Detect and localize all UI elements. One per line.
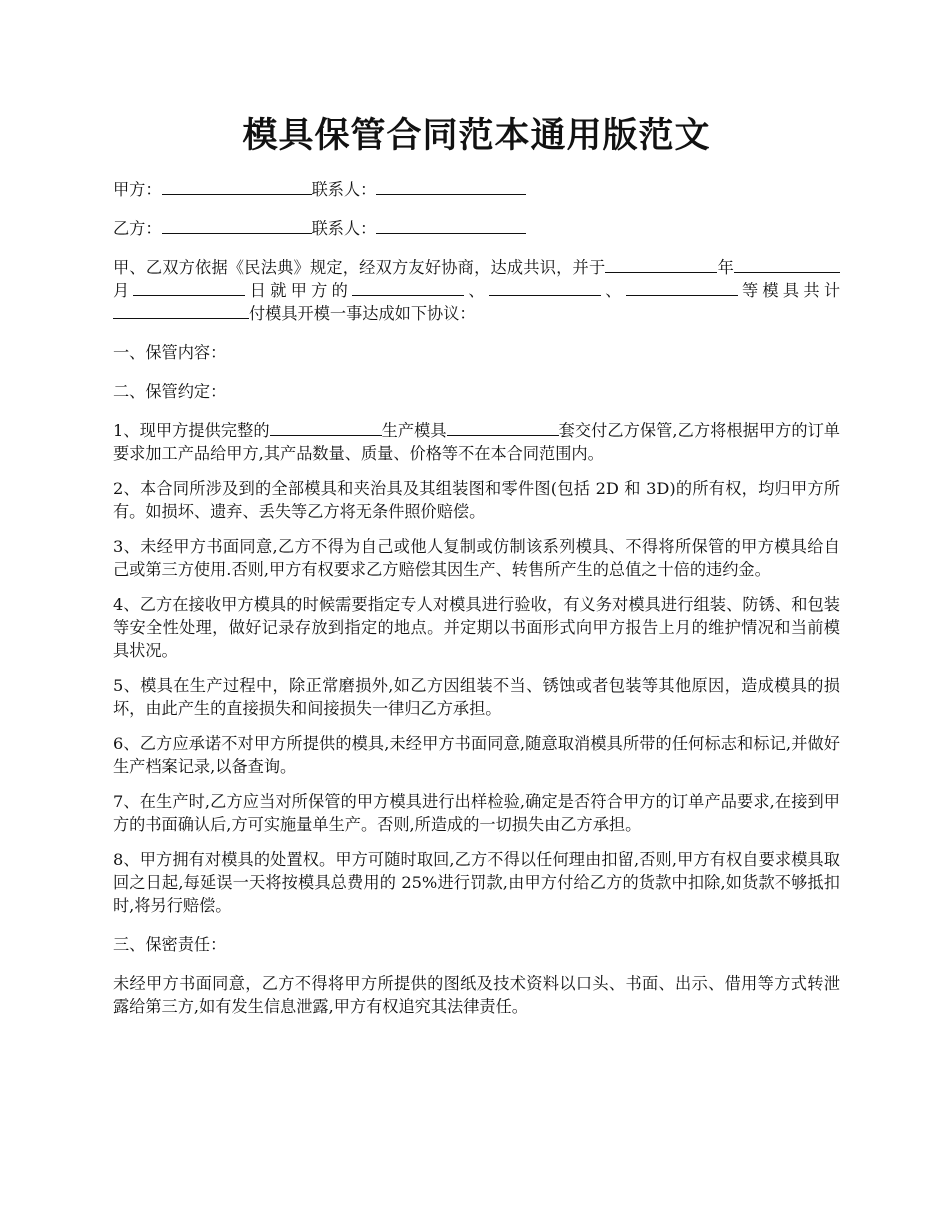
clause-4: 4、乙方在接收甲方模具的时候需要指定专人对模具进行验收，有义务对模具进行组装、防锈、和包装等安全性处理，做好记录存放到指定的地点。并定期以书面形式向甲方报告上月的维护情况和当前模具状况。: [113, 595, 840, 660]
clause-7: 7、在生产时,乙方应当对所保管的甲方模具进行出样检验,确定是否符合甲方的订单产品要求,在接到甲方的书面确认后,方可实施量单生产。否则,所造成的一切损失由乙方承担。: [113, 792, 840, 834]
day-text: 日就甲方的: [245, 281, 353, 300]
document-body: [113, 178, 840, 1030]
clause-1-b: 生产模具: [381, 421, 447, 440]
section-heading-2: 二、保管约定：: [113, 382, 227, 401]
party-a-line: [113, 178, 840, 201]
clause-1-c: 套交付乙方保管,乙方将根据甲方的订单要求加工产品给甲方,其产品数量、质量、价格等不在本合同范围内。: [113, 421, 840, 463]
document-title: 模具保管合同范本通用版范文: [242, 115, 711, 156]
separator-2: 、: [600, 281, 626, 300]
party-b-label: 乙方：: [113, 219, 162, 238]
year-blank: [605, 258, 717, 273]
month-label: 月: [113, 281, 134, 300]
clause-2: 2、本合同所涉及到的全部模具和夹治具及其组装图和零件图(包括 2D 和 3D)的所有权，均归甲方所有。如损坏、遗弃、丢失等乙方将无条件照价赔偿。: [113, 479, 840, 521]
molds-text: 等模具共计: [737, 281, 841, 300]
party-a-blank: [162, 180, 312, 195]
preamble-tail: 付模具开模一事达成如下协议：: [249, 304, 476, 323]
party-b-blank: [162, 219, 312, 234]
separator-1: 、: [464, 281, 489, 300]
section-heading-3: 三、保密责任：: [113, 935, 227, 954]
clause-5: 5、模具在生产过程中，除正常磨损外,如乙方因组装不当、锈蚀或者包装等其他原因，造成模具的损坏，由此产生的直接损失和间接损失一律归乙方承担。: [113, 676, 840, 718]
preamble-paragraph: [113, 256, 840, 325]
party-a-contact-label: 联系人：: [311, 180, 377, 199]
party-b-line: [113, 217, 840, 240]
section-heading-1: 一、保管内容：: [113, 343, 227, 362]
mold-blank-1: [352, 281, 464, 296]
party-a-label: 甲方：: [113, 180, 162, 199]
clause-6: 6、乙方应承诺不对甲方所提供的模具,未经甲方书面同意,随意取消模具所带的任何标志和标记,并做好生产档案记录,以备查询。: [113, 734, 840, 776]
confidentiality-clause: 未经甲方书面同意，乙方不得将甲方所提供的图纸及技术资料以口头、书面、出示、借用等方式转泄露给第三方,如有发生信息泄露,甲方有权追究其法律责任。: [113, 974, 840, 1016]
clause-1-blank-2: [447, 421, 559, 436]
party-b-contact-label: 联系人：: [311, 219, 377, 238]
mold-blank-3: [626, 281, 738, 296]
mold-blank-2: [489, 281, 601, 296]
clause-3: 3、未经甲方书面同意,乙方不得为自己或他人复制或仿制该系列模具、不得将所保管的甲方模具给自己或第三方使用.否则,甲方有权要求乙方赔偿其因生产、转售所产生的总值之十倍的违约金。: [113, 537, 840, 579]
clause-8: 8、甲方拥有对模具的处置权。甲方可随时取回,乙方不得以任何理由扣留,否则,甲方有权自要求模具取回之日起,每延误一天将按模具总费用的 25%进行罚款,由甲方付给乙方的货款中扣除,如货款不够抵扣时,将另行赔偿。: [113, 850, 840, 915]
clause-1-blank-1: [270, 421, 382, 436]
party-a-contact-blank: [376, 180, 526, 195]
month-blank-a: [734, 258, 770, 273]
party-b-contact-blank: [376, 219, 526, 234]
mold-count-blank: [113, 304, 249, 319]
day-blank: [133, 281, 245, 296]
preamble-text: 甲、乙双方依据《民法典》规定，经双方友好协商，达成共识，并于: [113, 258, 606, 277]
clause-1: [113, 419, 840, 465]
year-label: 年: [717, 258, 735, 277]
month-blank-b: [770, 258, 840, 273]
clause-1-a: 1、现甲方提供完整的: [113, 421, 270, 440]
